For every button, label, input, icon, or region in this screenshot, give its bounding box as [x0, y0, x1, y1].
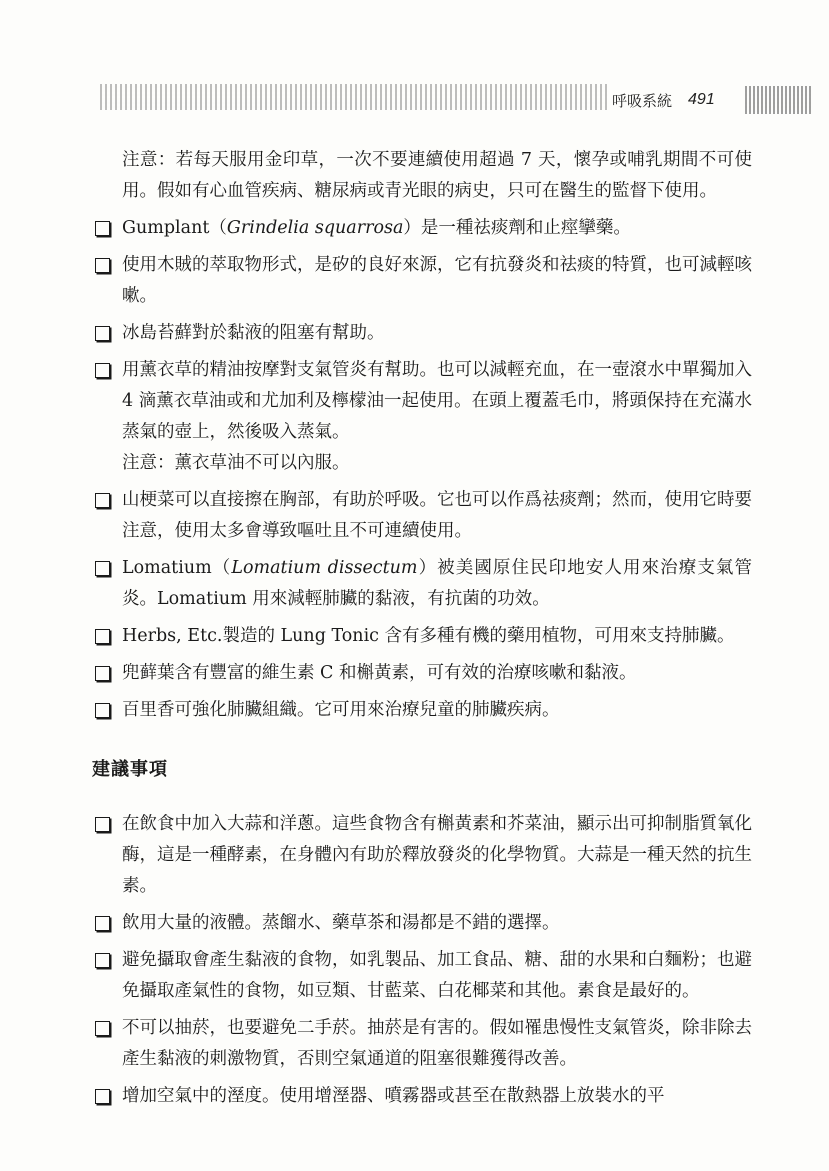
suggestion-text: 不可以抽菸，也要避免二手菸。抽菸是有害的。假如罹患慢性支氣管炎，除非除去產生黏液的刺激物質，否則空氣通道的阻塞很難獲得改善。 — [122, 1018, 752, 1069]
herb-latin-name: Lomatium dissectum — [231, 558, 418, 578]
herb-item — [92, 250, 752, 312]
header-corner-ornament — [745, 86, 811, 114]
suggestion-list — [92, 809, 752, 1112]
checkbox-icon — [95, 221, 110, 236]
herb-item — [92, 658, 752, 689]
herb-text-post: ）被美國原住民印地安人用來治療支氣管炎。Lomatium 用來減輕肺臟的黏液，有抗菌的功效。 — [122, 558, 753, 609]
herb-text: 冰島苔蘚對於黏液的阻塞有幫助。 — [122, 323, 385, 343]
herb-text: 山梗菜可以直接擦在胸部，有助於呼吸。它也可以作爲祛痰劑；然而，使用它時要注意，使用太多會導致嘔吐且不可連續使用。 — [122, 490, 752, 541]
suggestion-item — [92, 1081, 752, 1112]
checkbox-icon — [95, 666, 110, 681]
herb-item — [92, 213, 752, 244]
herb-note: 注意：薰衣草油不可以內服。 — [122, 453, 350, 473]
herb-text: Herbs, Etc.製造的 Lung Tonic 含有多種有機的藥用植物，可用來支持肺臟。 — [122, 626, 735, 646]
herb-text: 兜藓葉含有豐富的維生素 C 和槲黃素，可有效的治療咳嗽和黏液。 — [122, 663, 637, 683]
checkbox-icon — [95, 1021, 110, 1036]
suggestion-text: 避免攝取會產生黏液的食物，如乳製品、加工食品、糖、甜的水果和白麵粉；也避免攝取產氣性的食物，如豆類、甘藍菜、白花椰菜和其他。素食是最好的。 — [122, 950, 752, 1001]
herb-text: 百里香可強化肺臟組織。它可用來治療兒童的肺臟疾病。 — [122, 700, 560, 720]
herb-item — [92, 318, 752, 349]
checkbox-icon — [95, 953, 110, 968]
herb-text-pre: Gumplant（ — [122, 218, 227, 238]
running-header — [612, 88, 715, 112]
herb-list — [92, 213, 752, 726]
checkbox-icon — [95, 629, 110, 644]
suggestion-item — [92, 945, 752, 1007]
suggestion-item — [92, 809, 752, 902]
checkbox-icon — [95, 363, 110, 378]
suggestion-text: 增加空氣中的溼度。使用增溼器、噴霧器或甚至在散熱器上放裝水的平 — [122, 1086, 665, 1106]
checkbox-icon — [95, 1089, 110, 1104]
intro-note: 注意：若每天服用金印草，一次不要連續使用超過 7 天，懷孕或哺乳期間不可使用。假如有心血管疾病、糖尿病或青光眼的病史，只可在醫生的監督下使用。 — [122, 150, 752, 201]
checkbox-icon — [95, 258, 110, 273]
herb-item — [92, 621, 752, 652]
herb-item — [92, 553, 752, 615]
checkbox-icon — [95, 916, 110, 931]
herb-item — [92, 355, 752, 479]
herb-item — [92, 695, 752, 726]
suggestion-text: 飲用大量的液體。蒸餾水、藥草茶和湯都是不錯的選擇。 — [122, 913, 560, 933]
checkbox-icon — [95, 561, 110, 576]
herb-text: 用薰衣草的精油按摩對支氣管炎有幫助。也可以減輕充血，在一壺滾水中單獨加入 4 滴薰衣草油或和尤加利及檸檬油一起使用。在頭上覆蓋毛巾，將頭保持在充滿水蒸氣的壺上，然後吸入蒸氣。 — [122, 360, 752, 442]
herb-text-post: ）是一種祛痰劑和止痙攣藥。 — [403, 218, 631, 238]
checkbox-icon — [95, 326, 110, 341]
suggestion-item — [92, 1013, 752, 1075]
herb-item — [92, 485, 752, 547]
checkbox-icon — [95, 703, 110, 718]
checkbox-icon — [95, 493, 110, 508]
suggestion-item — [92, 908, 752, 939]
header-decorative-band — [100, 84, 608, 110]
page-body — [92, 145, 752, 1118]
herb-latin-name: Grindelia squarrosa — [226, 218, 404, 238]
section-heading: 建議事項 — [92, 759, 168, 780]
checkbox-icon — [95, 817, 110, 832]
herb-text: 使用木賊的萃取物形式，是矽的良好來源，它有抗發炎和祛痰的特質，也可減輕咳嗽。 — [122, 255, 752, 306]
section-name: 呼吸系統 — [612, 91, 673, 110]
suggestion-text: 在飲食中加入大蒜和洋蔥。這些食物含有槲黃素和芥菜油，顯示出可抑制脂質氧化酶，這是一種酵素，在身體內有助於釋放發炎的化學物質。大蒜是一種天然的抗生素。 — [122, 814, 752, 896]
herb-text-pre: Lomatium（ — [122, 558, 232, 578]
page-number: 491 — [688, 91, 715, 108]
